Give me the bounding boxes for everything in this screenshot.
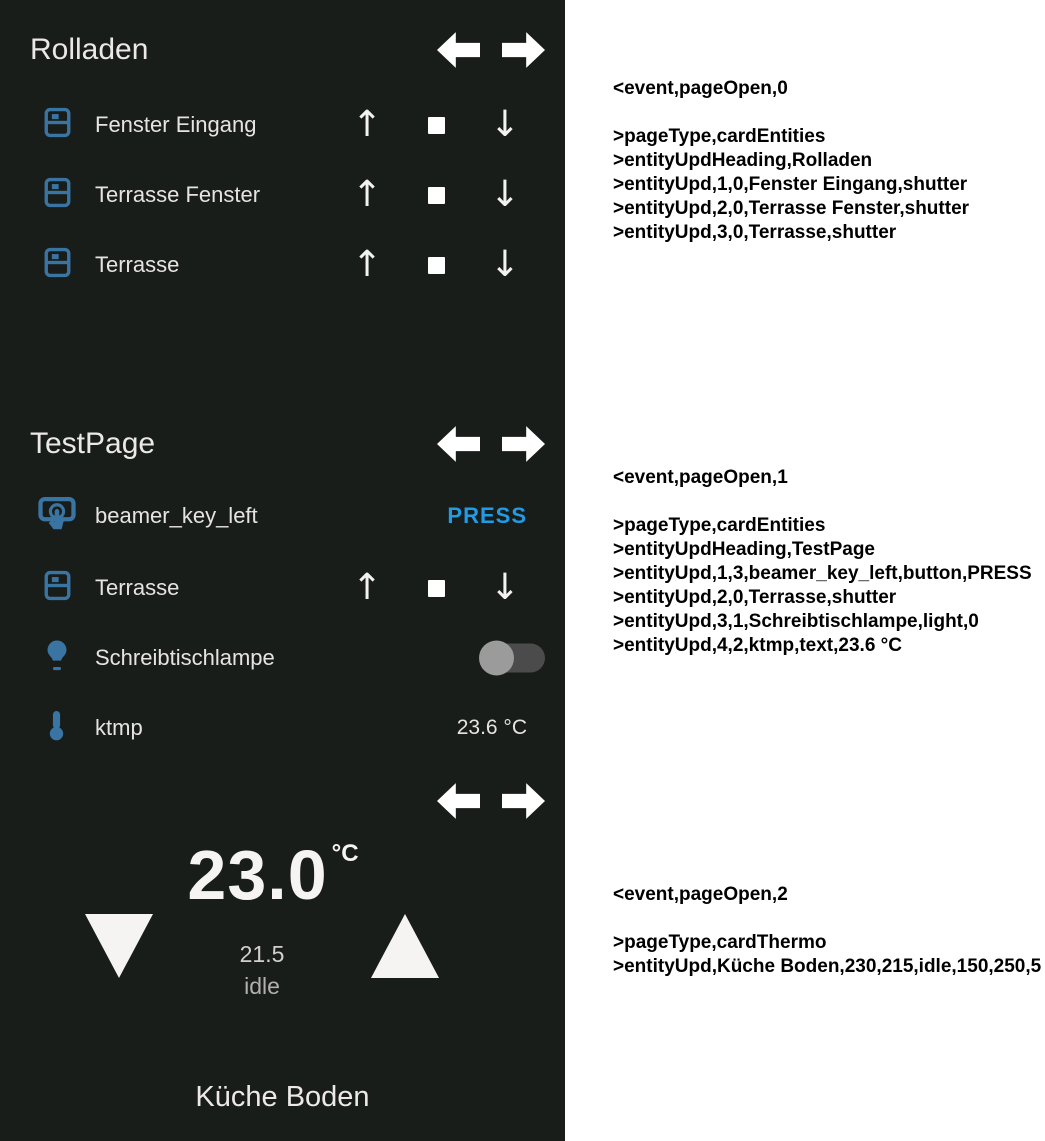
entity-row <box>0 623 565 693</box>
shutter-controls <box>352 230 520 300</box>
shutter-stop-button[interactable] <box>428 257 445 274</box>
entity-label: beamer_key_left <box>95 503 258 528</box>
current-temperature <box>0 836 546 914</box>
tap-button-icon <box>38 497 76 535</box>
entity-label: Terrasse Fenster <box>95 182 261 207</box>
entity-row <box>0 230 565 300</box>
entity-label: Terrasse <box>95 575 180 600</box>
entity-row <box>0 481 565 551</box>
nav-next-button[interactable] <box>502 783 545 819</box>
console-line: <event,pageOpen,0 <box>613 78 788 99</box>
shutter-controls <box>352 90 520 160</box>
page-heading-rolladen: Rolladen <box>30 33 149 66</box>
shutter-icon <box>44 247 71 283</box>
console-line: >entityUpd,4,2,ktmp,text,23.6 °C <box>613 635 902 656</box>
toggle-knob-icon <box>479 641 514 676</box>
nav-prev-button[interactable] <box>437 426 480 462</box>
console-line: <event,pageOpen,1 <box>613 467 788 488</box>
shutter-up-button[interactable]: ↑ <box>352 174 383 215</box>
console-line: >entityUpd,1,3,beamer_key_left,button,PRESS <box>613 563 1032 584</box>
shutter-icon <box>44 570 71 606</box>
entity-label: Fenster Eingang <box>95 112 257 137</box>
page-nav-testpage <box>437 426 545 462</box>
console-line <box>613 490 1032 514</box>
shutter-up-button[interactable]: ↑ <box>352 104 383 145</box>
nav-next-button[interactable] <box>502 32 545 68</box>
console-output-page2 <box>613 883 1041 979</box>
console-line: <event,pageOpen,2 <box>613 884 788 905</box>
console-output-page0 <box>613 77 969 245</box>
arrow-right-icon <box>502 32 545 68</box>
shutter-down-button[interactable]: ↓ <box>489 244 520 285</box>
arrow-left-icon <box>437 426 480 462</box>
console-line <box>613 907 1041 931</box>
press-button[interactable]: PRESS <box>447 503 527 528</box>
console-line: >pageType,cardEntities <box>613 515 826 536</box>
lightbulb-icon <box>45 640 69 677</box>
console-line: >entityUpd,3,1,Schreibtischlampe,light,0 <box>613 611 979 632</box>
shutter-up-button[interactable]: ↑ <box>352 244 383 285</box>
shutter-stop-button[interactable] <box>428 187 445 204</box>
light-toggle[interactable] <box>481 644 545 673</box>
shutter-up-button[interactable]: ↑ <box>352 567 383 608</box>
shutter-controls <box>352 553 520 623</box>
entity-label: Terrasse <box>95 252 180 277</box>
shutter-down-button[interactable]: ↓ <box>489 567 520 608</box>
entity-label: Schreibtischlampe <box>95 645 275 670</box>
console-line: >entityUpdHeading,TestPage <box>613 539 876 560</box>
shutter-controls <box>352 160 520 230</box>
console-line <box>613 101 969 125</box>
page-nav-rolladen <box>437 32 545 68</box>
thermostat-state: idle <box>244 973 280 999</box>
entity-row <box>0 693 565 763</box>
console-line: >entityUpd,3,0,Terrasse,shutter <box>613 222 897 243</box>
arrow-left-icon <box>437 783 480 819</box>
thermostat-name: Küche Boden <box>195 1081 370 1113</box>
shutter-down-button[interactable]: ↓ <box>489 174 520 215</box>
console-line: >entityUpd,2,0,Terrasse,shutter <box>613 587 897 608</box>
shutter-icon <box>44 107 71 143</box>
arrow-left-icon <box>437 32 480 68</box>
shutter-icon <box>44 177 71 213</box>
arrow-right-icon <box>502 783 545 819</box>
console-line: >entityUpdHeading,Rolladen <box>613 150 873 171</box>
entity-row <box>0 553 565 623</box>
page-heading-testpage: TestPage <box>30 427 156 460</box>
nav-prev-button[interactable] <box>437 783 480 819</box>
console-line: >entityUpd,1,0,Fenster Eingang,shutter <box>613 174 968 195</box>
console-line: >pageType,cardEntities <box>613 126 826 147</box>
arrow-right-icon <box>502 426 545 462</box>
nav-next-button[interactable] <box>502 426 545 462</box>
entity-label: ktmp <box>95 715 143 740</box>
thermometer-icon <box>48 710 65 746</box>
entity-row <box>0 160 565 230</box>
shutter-down-button[interactable]: ↓ <box>489 104 520 145</box>
target-temperature: 21.5 <box>239 941 285 967</box>
console-line: >pageType,cardThermo <box>613 932 827 953</box>
page-nav-thermo <box>437 783 545 819</box>
entity-row <box>0 90 565 160</box>
sensor-value: 23.6 °C <box>456 716 527 739</box>
shutter-stop-button[interactable] <box>428 580 445 597</box>
console-line: >entityUpd,Küche Boden,230,215,idle,150,250,5 <box>613 956 1042 977</box>
current-temperature-value: 23.0 <box>187 836 328 914</box>
console-line: >entityUpd,2,0,Terrasse Fenster,shutter <box>613 198 970 219</box>
console-output-page1 <box>613 466 1032 658</box>
nav-prev-button[interactable] <box>437 32 480 68</box>
shutter-stop-button[interactable] <box>428 117 445 134</box>
temperature-unit: °C <box>331 840 359 867</box>
